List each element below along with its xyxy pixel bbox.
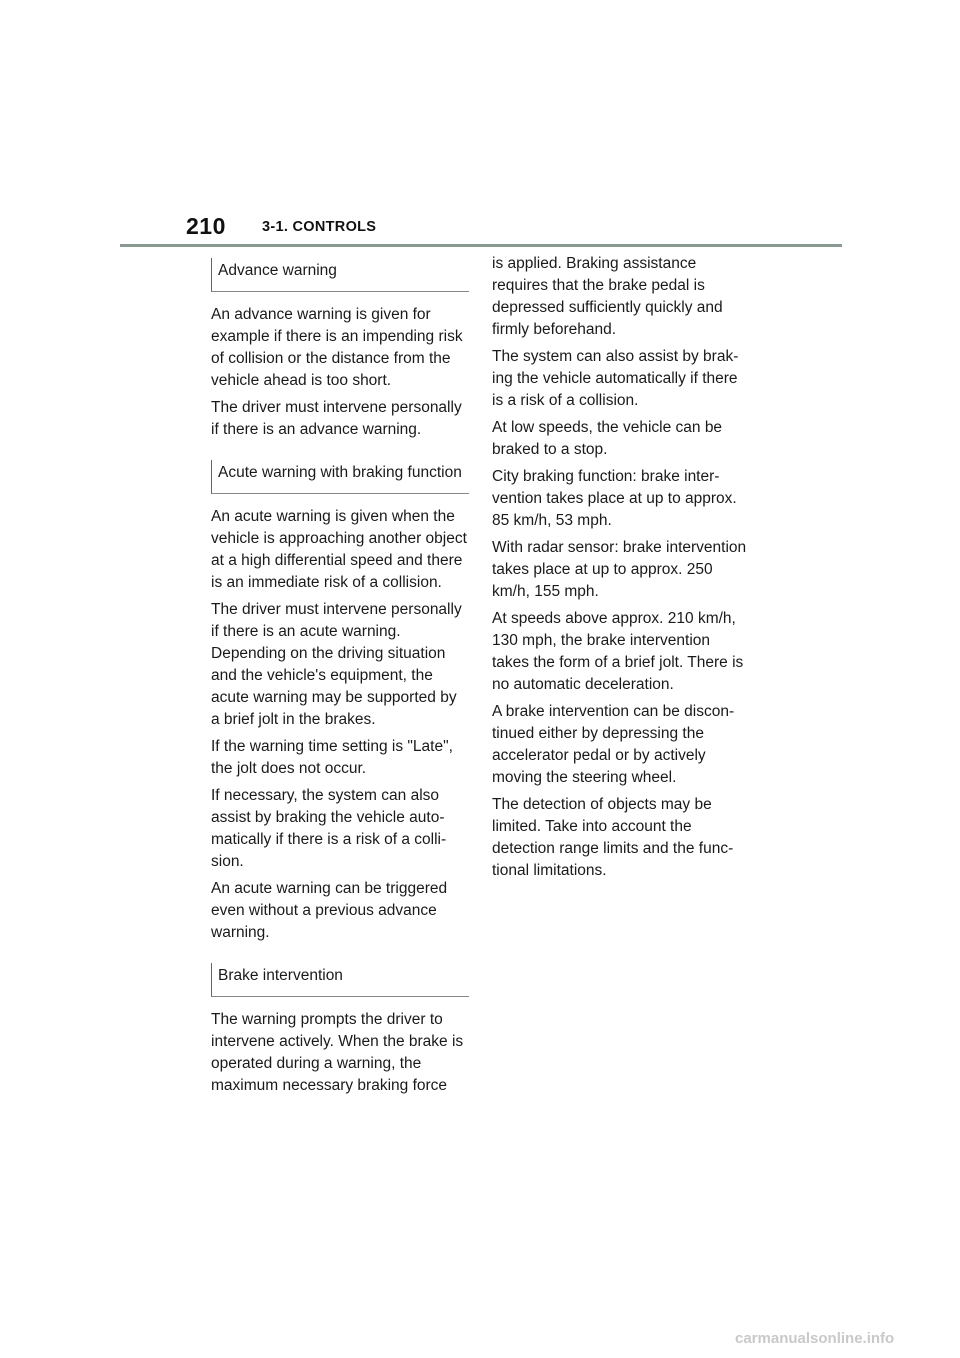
header-rule <box>120 244 842 247</box>
paragraph: The system can also assist by braking the vehicle automatically if there is a risk of a collision. <box>492 348 739 409</box>
paragraph: At low speeds, the vehicle can be braked to a stop. <box>492 419 723 458</box>
paragraph: With radar sensor: brake intervention takes place at up to approx. 250 km/h, 155 mph. <box>492 539 747 600</box>
paragraph: The warning prompts the driver to intervene actively. When the brake is operated during a warning, the maximum necessary braking force <box>211 1011 464 1094</box>
watermark: carmanualsonline.info <box>735 1330 895 1347</box>
paragraph: An acute warning can be triggered even without a previous advance warning. <box>211 880 448 941</box>
subheading-acute-warning: Acute warning with braking function <box>211 460 469 494</box>
paragraph: The driver must intervene personally if there is an acute warning. Depending on the driving situation and the vehicle's equipment, the acute warning may be supported by a brief jolt in the brakes. <box>211 601 462 728</box>
paragraph: If the warning time setting is "Late", the jolt does not occur. <box>211 738 453 777</box>
right-column <box>492 253 750 887</box>
paragraph: An advance warning is given for example if there is an impending risk of collision or the distance from the vehicle ahead is too short. <box>211 306 463 389</box>
paragraph: The detection of objects may be limited. Take into account the detection range limits and the functional limitations. <box>492 796 734 879</box>
page-number: 210 <box>186 213 226 239</box>
subheading-advance-warning: Advance warning <box>211 258 469 292</box>
paragraph: At speeds above approx. 210 km/h, 130 mph, the brake intervention takes the form of a brief jolt. There is no automatic deceleration. <box>492 610 744 693</box>
paragraph: If necessary, the system can also assist by braking the vehicle automatically if there is a risk of a collision. <box>211 787 447 870</box>
section-title: 3-1. CONTROLS <box>262 219 377 235</box>
paragraph: The driver must intervene personally if there is an advance warning. <box>211 399 462 438</box>
subheading-brake-intervention: Brake intervention <box>211 963 469 997</box>
paragraph: City braking function: brake intervention takes place at up to approx. 85 km/h, 53 mph. <box>492 468 737 529</box>
paragraph: is applied. Braking assistance requires that the brake pedal is depressed sufficiently quickly and firmly beforehand. <box>492 255 723 338</box>
paragraph: A brake intervention can be discontinued either by depressing the accelerator pedal or by actively moving the steering wheel. <box>492 703 735 786</box>
paragraph: An acute warning is given when the vehicle is approaching another object at a high differential speed and there is an immediate risk of a collision. <box>211 508 467 591</box>
left-column <box>211 258 469 1102</box>
